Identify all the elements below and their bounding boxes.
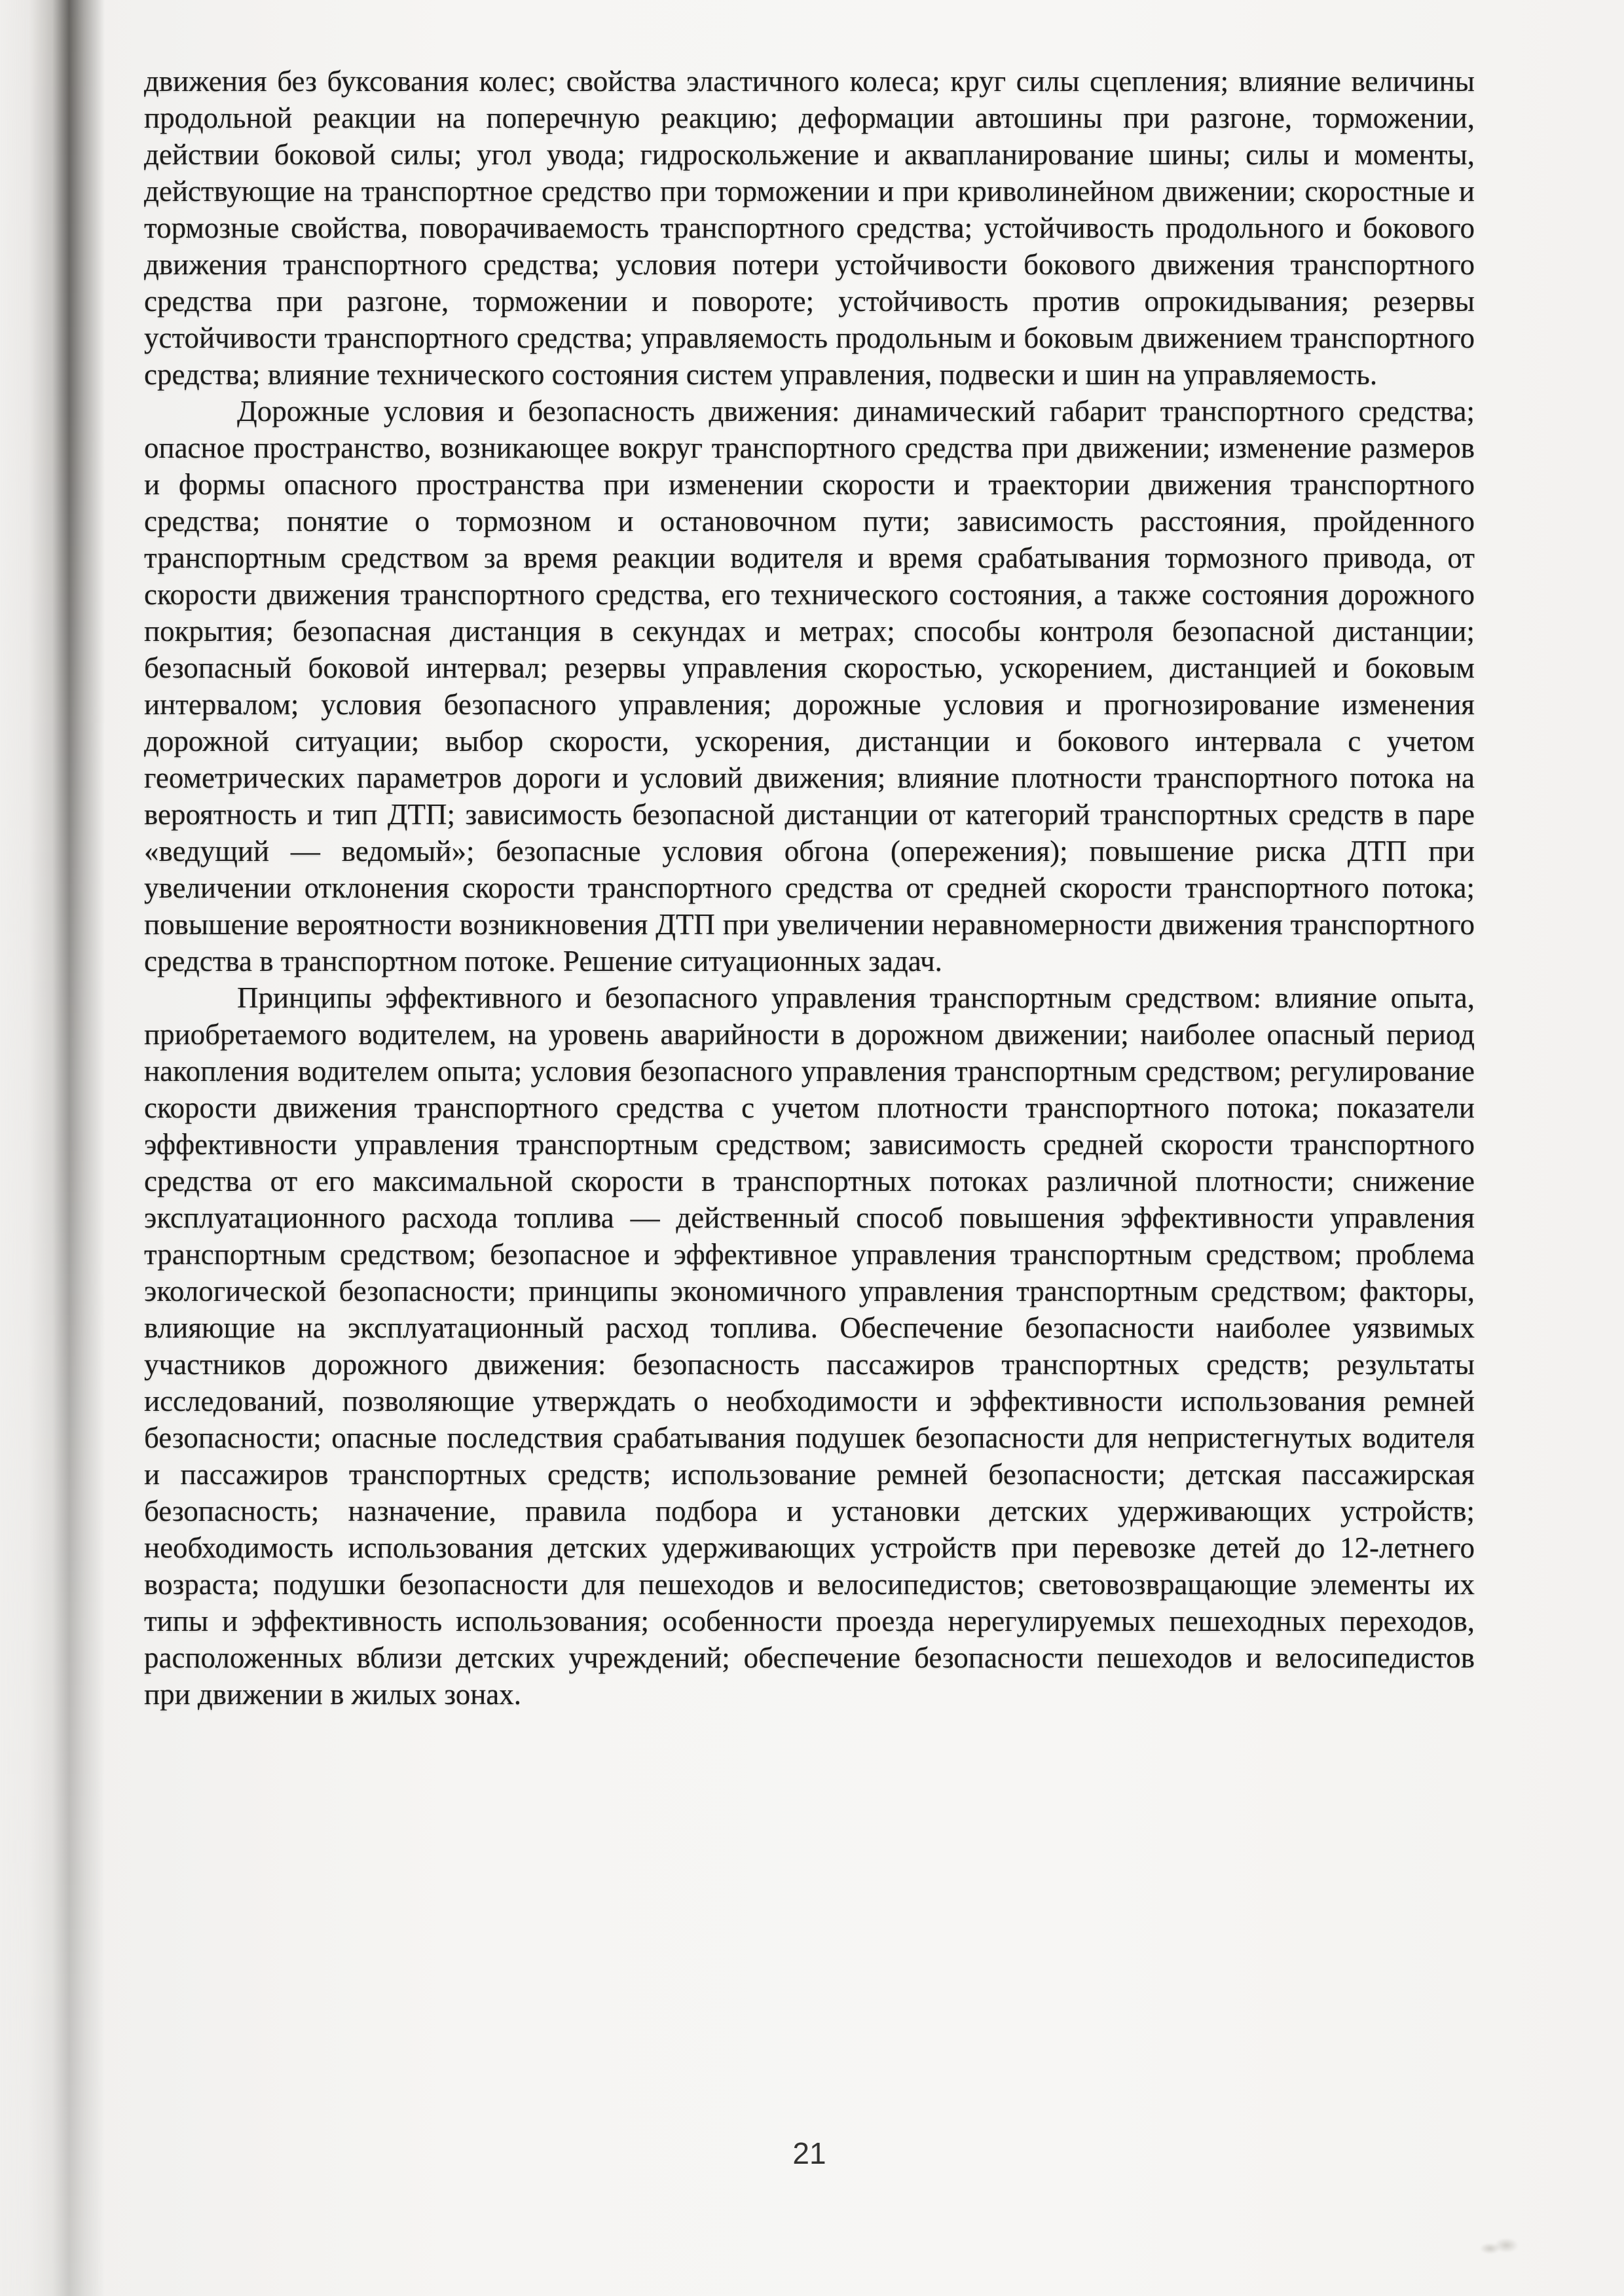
paragraph-effective-safe-driving: Принципы эффективного и безопасного управления транспортным средством: влияние опыта, приобретаемого водителем, на уровень аварийности в дорожном движении; наиболее опасный период накопления водителем опыта; условия безопасного управления транспортным средством; регулирование скорости движения транспортного средства с учетом плотности транспортного потока; показатели эффективности управления транспортным средством; зависимость средней скорости транспортного средства от его максимальной скорости в транспортных потоках различной плотности; снижение эксплуатационного расхода топлива — действенный способ повышения эффективности управления транспортным средством; безопасное и эффективное управления транспортным средством; проблема экологической безопасности; принципы экономичного управления транспортным средством; факторы, влияющие на эксплуатационный расход топлива. Обеспечение безопасности наиболее уязвимых участников дорожного движения: безопасность пассажиров транспортных средств; результаты исследований, позволяющие утверждать о необходимости и эффективности использования ремней безопасности; опасные последствия срабатывания подушек безопасности для непристегнутых водителя и пассажиров транспортных средств; использование ремней безопасности; детская пассажирская безопасность; назначение, правила подбора и установки детских удерживающих устройств; необходимость использования детских удерживающих устройств при перевозке детей до 12-летнего возраста; подушки безопасности для пешеходов и велосипедистов; световозвращающие элементы их типы и эффективность использования; особенности проезда нерегулируемых пешеходных переходов, расположенных вблизи детских учреждений; обеспечение безопасности пешеходов и велосипедистов при движении в жилых зонах. — [144, 981, 1475, 1711]
scan-spine-shadow — [0, 0, 105, 2296]
page-text-block — [144, 63, 1475, 1713]
page-number: 21 — [792, 2136, 826, 2170]
scan-smudge — [1475, 2231, 1526, 2263]
paragraph-vehicle-dynamics: движения без буксования колес; свойства эластичного колеса; круг силы сцепления; влияние величины продольной реакции на поперечную реакцию; деформации автошины при разгоне, торможении, действии боковой силы; угол увода; гидроскольжение и аквапланирование шины; силы и моменты, действующие на транспортное средство при торможении и при криволинейном движении; скоростные и тормозные свойства, поворачиваемость транспортного средства; устойчивость продольного и бокового движения транспортного средства; условия потери устойчивости бокового движения транспортного средства при разгоне, торможении и повороте; устойчивость против опрокидывания; резервы устойчивости транспортного средства; управляемость продольным и боковым движением транспортного средства; влияние технического состояния систем управления, подвески и шин на управляемость. — [144, 65, 1475, 391]
paragraph-road-conditions-safety: Дорожные условия и безопасность движения: динамический габарит транспортного средства; опасное пространство, возникающее вокруг транспортного средства при движении; изменение размеров и формы опасного пространства при изменении скорости и траектории движения транспортного средства; понятие о тормозном и остановочном пути; зависимость расстояния, пройденного транспортным средством за время реакции водителя и время срабатывания тормозного привода, от скорости движения транспортного средства, его технического состояния, а также состояния дорожного покрытия; безопасная дистанция в секундах и метрах; способы контроля безопасной дистанции; безопасный боковой интервал; резервы управления скоростью, ускорением, дистанцией и боковым интервалом; условия безопасного управления; дорожные условия и прогнозирование изменения дорожной ситуации; выбор скорости, ускорения, дистанции и бокового интервала с учетом геометрических параметров дороги и условий движения; влияние плотности транспортного потока на вероятность и тип ДТП; зависимость безопасной дистанции от категорий транспортных средств в паре «ведущий — ведомый»; безопасные условия обгона (опережения); повышение риска ДТП при увеличении отклонения скорости транспортного средства от средней скорости транспортного потока; повышение вероятности возникновения ДТП при увеличении неравномерности движения транспортного средства в транспортном потоке. Решение ситуационных задач. — [144, 395, 1475, 977]
